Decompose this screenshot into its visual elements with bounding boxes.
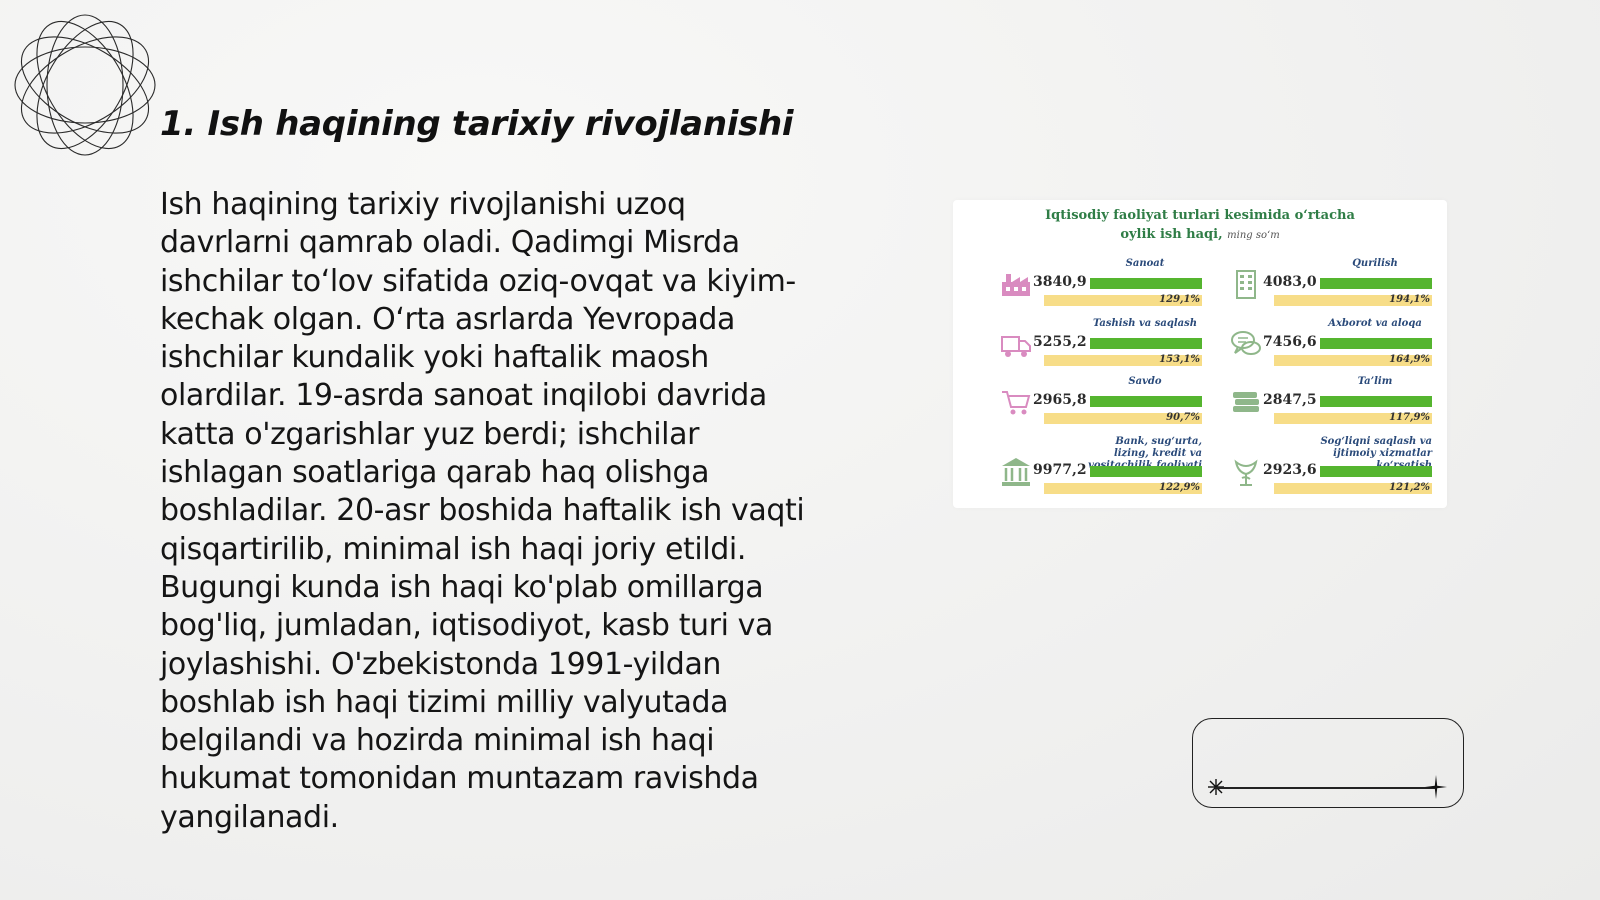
bank-icon: [1000, 456, 1032, 488]
stat-category: Axborot va aloqa: [1328, 318, 1422, 329]
wage-bar: [1090, 338, 1202, 349]
slider-line: [1215, 787, 1435, 789]
infographic-title-line2: oylik ish haqi,: [1120, 227, 1223, 242]
stat-cell-talim: [1230, 376, 1465, 430]
infographic-title-line1: Iqtisodiy faoliyat turlari kesimida o‘rtacha: [1045, 208, 1355, 223]
orbit-circles-icon: [10, 10, 160, 160]
stat-growth: 117,9%: [1389, 412, 1430, 423]
stat-growth: 153,1%: [1159, 354, 1200, 365]
decorative-slider-frame: [1192, 718, 1464, 808]
wage-bar: [1320, 278, 1432, 289]
stat-category: Tashish va saqlash: [1092, 318, 1198, 329]
truck-icon: [1000, 328, 1032, 360]
sparkle-icon: [1425, 775, 1447, 799]
stat-value: 9977,2: [1033, 462, 1087, 478]
stat-category: Ta’lim: [1357, 376, 1393, 387]
slide-body-text: Ish haqining tarixiy rivojlanishi uzoq davrlarni qamrab oladi. Qadimgi Misrda ishchilar to‘lov sifatida oziq-ovqat va kiyim-kechak olgan. O‘rta asrlarda Yevropada ishchilar kundalik yoki haftalik maosh olardilar. 19-asrda sanoat inqilobi davrida katta o'zgarishlar yuz berdi; ishchilar ishlagan soatlariga qarab haq olishga boshladilar. 20-asr boshida haftalik ish vaqti qisqartirilib, minimal ish haqi joriy etildi. Bugungi kunda ish haqi ko'plab omillarga bog'liq, jumladan, iqtisodiyot, kasb turi va joylashishi. O'zbekistonda 1991-yildan boshlab ish haqi tizimi milliy valyutada belgilandi va hozirda minimal ish haqi hukumat tomonidan muntazam ravishda yangilanadi.: [160, 187, 805, 835]
wage-bar: [1090, 466, 1202, 477]
stat-value: 2923,6: [1263, 462, 1317, 478]
stat-value: 5255,2: [1033, 334, 1087, 350]
cart-icon: [1000, 386, 1032, 418]
stat-category: Sog‘liqni saqlash va ijtimoiy xizmatlar: [1320, 436, 1432, 459]
slide-title: 1. Ish haqining tarixiy rivojlanishi: [160, 104, 794, 144]
stat-growth: 194,1%: [1389, 294, 1430, 305]
stat-category: Qurilish: [1352, 258, 1398, 269]
building-icon: [1230, 268, 1262, 300]
stat-growth: 129,1%: [1159, 294, 1200, 305]
stat-growth: 164,9%: [1389, 354, 1430, 365]
stat-growth: 90,7%: [1166, 412, 1200, 423]
infographic-title: [953, 206, 1447, 245]
wage-bar: [1090, 278, 1202, 289]
wage-bar: [1320, 338, 1432, 349]
stat-cell-bank: [1000, 436, 1235, 500]
stat-category: Bank, sug‘urta, lizing, kredit va: [1113, 436, 1202, 459]
stat-cell-sogliq: [1230, 436, 1465, 500]
stat-growth: 121,2%: [1389, 482, 1430, 493]
stat-cell-savdo: [1000, 376, 1235, 430]
stat-value: 7456,6: [1263, 334, 1317, 350]
health-icon: [1230, 456, 1262, 488]
stat-cell-qurilish: [1230, 258, 1465, 312]
wage-bar: [1320, 396, 1432, 407]
stat-value: 2847,5: [1263, 392, 1317, 408]
infographic-unit: ming so‘m: [1227, 230, 1280, 241]
stat-value: 2965,8: [1033, 392, 1087, 408]
wage-bar: [1090, 396, 1202, 407]
stat-value: 3840,9: [1033, 274, 1087, 290]
chat-icon: [1230, 328, 1262, 360]
stat-growth: 122,9%: [1159, 482, 1200, 493]
wage-bar: [1320, 466, 1432, 477]
stat-cell-sanoat: [1000, 258, 1235, 312]
stat-category: Sanoat: [1125, 258, 1165, 269]
stat-category: Savdo: [1128, 376, 1162, 387]
stat-value: 4083,0: [1263, 274, 1317, 290]
factory-icon: [1000, 268, 1032, 300]
wage-infographic: [953, 200, 1447, 508]
stat-cell-axborot: [1230, 318, 1465, 372]
stat-cell-tashish: [1000, 318, 1235, 372]
books-icon: [1230, 386, 1262, 418]
